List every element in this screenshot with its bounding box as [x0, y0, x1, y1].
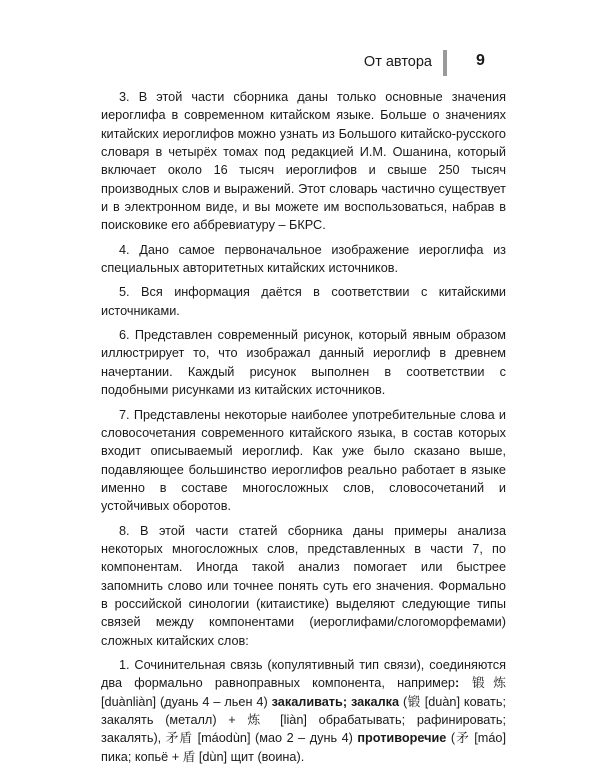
word-duanlian-reading: [duànliàn] (дуань 4 – льен 4) — [101, 694, 272, 709]
paragraph-4: 4. Дано самое первоначальное изображение иероглифа из специальных авторитетных китайских источников. — [101, 242, 506, 276]
char-dun-gloss: [dùn] щит (воина). — [195, 749, 305, 764]
word-maodun-hanzi: 矛盾 — [165, 730, 194, 746]
char-lian-gloss: [liàn] обрабатывать; рафинировать; закалять), — [101, 713, 507, 746]
char-dun-hanzi: 盾 — [182, 748, 196, 764]
paragraph-6: 6. Представлен современный рисунок, который явным образом иллюстрирует то, что изображал данный иероглиф в древнем начертании. Каждый рисунок выполнен в соответствии с подобными рисунками из китайских источников. — [101, 328, 506, 398]
word-maodun-reading: [máodùn] (мао 2 – дунь 4) — [193, 731, 358, 746]
word-duanlian-open-paren: ( — [399, 694, 408, 709]
word-duanlian-gloss: закаливать; закалка — [271, 694, 400, 709]
paragraph-7: 7. Представлены некоторые наиболее употребительные слова и словосочетания современного китайского языка, в состав которых входит описываемый иероглиф. Как уже было сказано выше, подавляющее большинство иероглифов реально работает в языке именно в составе многосложных слов, словосочетаний и устойчивых оборотов. — [101, 407, 506, 514]
char-lian-hanzi: 炼 — [247, 712, 269, 727]
char-mao-hanzi: 矛 — [455, 730, 470, 746]
word-maodun-gloss: противоречие — [357, 731, 447, 746]
page-number: 9 — [476, 52, 485, 69]
example-intro: 1. Сочинительная связь (копулятивный тип связи), соединяются два формально равноправных компонента, например — [101, 657, 506, 691]
char-mao-gloss: [máo] пика; копьё + — [101, 731, 507, 764]
running-header — [0, 52, 600, 76]
word-maodun-open-paren: ( — [446, 731, 456, 746]
paragraph-5: 5. Вся информация даётся в соответствии с китайскими источниками. — [101, 285, 506, 318]
header-divider — [443, 50, 447, 76]
paragraph-3: 3. В этой части сборника даны только основные значения иероглифа в современном китайском языке. Больше о значениях китайских иероглифов можно узнать из Большого китайско-русского словаря в четырёх томах под редакцией И.М. Ошанина, который включает около 16 тысяч иероглифов и свыше 250 тысяч производных слов и выражений. Этот словарь частично существует и в электронном виде, и вы можете им воспользоваться, набрав в поисковике его аббревиатуру – БКРС. — [101, 90, 506, 233]
paragraph-8: 8. В этой части статей сборника даны примеры анализа некоторых многосложных слов, представленных в части 7, по компонентам. Иногда такой анализ помогает или быстрее запомнить слово или точнее понять суть его значения. Формально в российской синологии (китаистике) выделяют следующие типы связей между компонентами (иероглифами/слогоморфемами) сложных китайских слов: — [101, 523, 506, 648]
body-text — [101, 88, 506, 772]
running-header-title: От автора — [363, 54, 432, 70]
char-duan-gloss: [duàn] ковать; закалять (металл) + — [101, 694, 506, 727]
example-colon: : — [455, 676, 460, 691]
char-duan-hanzi: 锻 — [407, 693, 421, 709]
word-duanlian-hanzi: 锻炼 — [459, 675, 506, 691]
